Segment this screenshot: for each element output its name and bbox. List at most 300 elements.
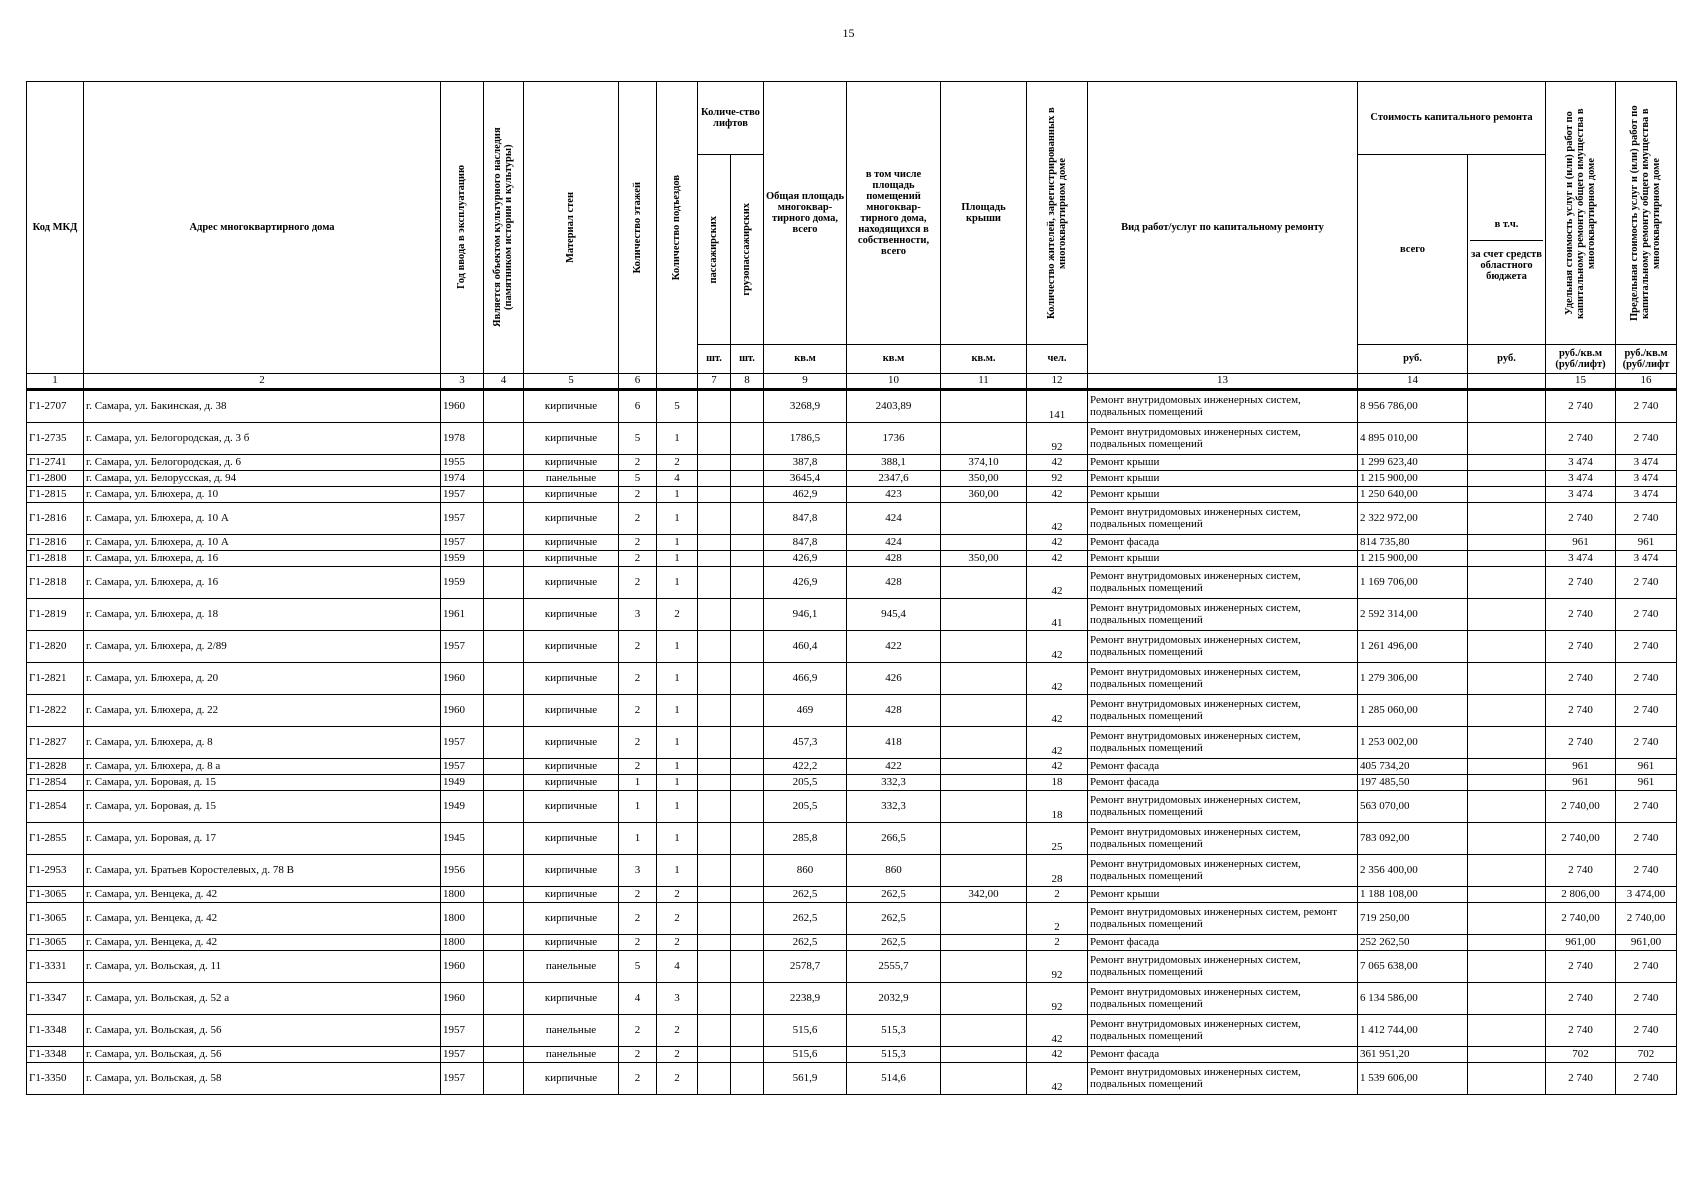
cell-unit-cost: 961 <box>1546 775 1616 791</box>
cell-entrances: 5 <box>657 390 698 423</box>
cell-year: 1978 <box>441 423 484 455</box>
cell-roof-area <box>941 390 1027 423</box>
cell-year: 1800 <box>441 887 484 903</box>
cell-unit-cost: 2 740,00 <box>1546 903 1616 935</box>
cell-lifts-freight <box>731 1015 764 1047</box>
table-row <box>27 503 1677 535</box>
cell-year: 1800 <box>441 903 484 935</box>
cell-entrances: 2 <box>657 887 698 903</box>
cell-cost-total: 1 188 108,00 <box>1358 887 1468 903</box>
cell-year: 1960 <box>441 390 484 423</box>
cell-code: Г1-2819 <box>27 599 84 631</box>
header-limit-cost <box>1616 82 1677 345</box>
column-number: 10 <box>847 374 941 390</box>
cell-residents: 42 <box>1027 727 1088 759</box>
cell-work-type: Ремонт внутридомовых инженерных систем, подвальных помещений <box>1088 695 1358 727</box>
cell-lifts-freight <box>731 487 764 503</box>
cell-material: кирпичные <box>524 631 619 663</box>
column-numbers-row <box>27 374 1677 390</box>
cell-area-owned: 332,3 <box>847 791 941 823</box>
cell-floors: 5 <box>619 471 657 487</box>
cell-address: г. Самара, ул. Боровая, д. 17 <box>84 823 441 855</box>
table-row <box>27 1063 1677 1095</box>
cell-lifts-passenger <box>698 567 731 599</box>
cell-unit-cost: 2 740 <box>1546 983 1616 1015</box>
cell-lifts-passenger <box>698 887 731 903</box>
cell-lifts-passenger <box>698 663 731 695</box>
table-row <box>27 983 1677 1015</box>
cell-lifts-freight <box>731 823 764 855</box>
header-material <box>524 82 619 374</box>
cell-work-type: Ремонт крыши <box>1088 887 1358 903</box>
column-number: 11 <box>941 374 1027 390</box>
cell-unit-cost: 2 740 <box>1546 503 1616 535</box>
cell-material: кирпичные <box>524 887 619 903</box>
cell-residents: 42 <box>1027 695 1088 727</box>
cell-limit-cost: 2 740 <box>1616 983 1677 1015</box>
cell-address: г. Самара, ул. Блюхера, д. 16 <box>84 551 441 567</box>
cell-code: Г1-2735 <box>27 423 84 455</box>
cell-lifts-freight <box>731 503 764 535</box>
cell-cost-regional <box>1468 887 1546 903</box>
cell-cost-total: 1 299 623,40 <box>1358 455 1468 471</box>
cell-area-total: 285,8 <box>764 823 847 855</box>
cell-entrances: 4 <box>657 471 698 487</box>
capital-repair-table <box>26 81 1677 1095</box>
cell-area-total: 847,8 <box>764 535 847 551</box>
cell-unit-cost: 961 <box>1546 759 1616 775</box>
header-entrances-label: Количество подъездов <box>671 174 683 281</box>
cell-cost-regional <box>1468 823 1546 855</box>
cell-area-total: 426,9 <box>764 567 847 599</box>
cell-roof-area <box>941 759 1027 775</box>
header-area-total: Общая площадь многоквар-тирного дома, всего <box>764 82 847 345</box>
cell-unit-cost: 2 806,00 <box>1546 887 1616 903</box>
cell-lifts-freight <box>731 727 764 759</box>
cell-cost-total: 783 092,00 <box>1358 823 1468 855</box>
cell-lifts-freight <box>731 759 764 775</box>
cell-area-total: 460,4 <box>764 631 847 663</box>
cell-lifts-passenger <box>698 775 731 791</box>
cell-work-type: Ремонт фасада <box>1088 535 1358 551</box>
cell-area-owned: 2403,89 <box>847 390 941 423</box>
cell-entrances: 1 <box>657 535 698 551</box>
header-limit-cost-label: Предельная стоимость услуг и (или) работ по капитальному ремонту общего имущества в многоквартирном доме <box>1629 105 1663 321</box>
table-row <box>27 535 1677 551</box>
cell-lifts-freight <box>731 887 764 903</box>
cell-area-total: 860 <box>764 855 847 887</box>
cell-roof-area <box>941 695 1027 727</box>
cell-cost-total: 563 070,00 <box>1358 791 1468 823</box>
cell-material: кирпичные <box>524 727 619 759</box>
cell-floors: 5 <box>619 423 657 455</box>
cell-cost-total: 252 262,50 <box>1358 935 1468 951</box>
column-number: 1 <box>27 374 84 390</box>
cell-area-owned: 262,5 <box>847 887 941 903</box>
cell-residents: 42 <box>1027 1047 1088 1063</box>
cell-area-total: 2578,7 <box>764 951 847 983</box>
cell-floors: 1 <box>619 775 657 791</box>
cell-address: г. Самара, ул. Вольская, д. 56 <box>84 1015 441 1047</box>
cell-area-owned: 422 <box>847 759 941 775</box>
cell-material: панельные <box>524 471 619 487</box>
cell-lifts-passenger <box>698 791 731 823</box>
cell-lifts-passenger <box>698 695 731 727</box>
cell-cost-total: 2 356 400,00 <box>1358 855 1468 887</box>
cell-cost-regional <box>1468 759 1546 775</box>
cell-floors: 2 <box>619 727 657 759</box>
column-number: 13 <box>1088 374 1358 390</box>
cell-cost-regional <box>1468 567 1546 599</box>
cell-area-owned: 424 <box>847 535 941 551</box>
cell-residents: 42 <box>1027 663 1088 695</box>
cell-floors: 5 <box>619 951 657 983</box>
cell-area-owned: 515,3 <box>847 1015 941 1047</box>
cell-address: г. Самара, ул. Бакинская, д. 38 <box>84 390 441 423</box>
cell-roof-area: 374,10 <box>941 455 1027 471</box>
cell-cost-regional <box>1468 951 1546 983</box>
cell-address: г. Самара, ул. Блюхера, д. 10 <box>84 487 441 503</box>
cell-cost-regional <box>1468 535 1546 551</box>
cell-heritage <box>484 599 524 631</box>
cell-address: г. Самара, ул. Блюхера, д. 10 А <box>84 503 441 535</box>
cell-year: 1961 <box>441 599 484 631</box>
cell-heritage <box>484 695 524 727</box>
cell-work-type: Ремонт внутридомовых инженерных систем, подвальных помещений <box>1088 631 1358 663</box>
cell-unit-cost: 2 740 <box>1546 1015 1616 1047</box>
cell-roof-area <box>941 1063 1027 1095</box>
cell-limit-cost: 3 474,00 <box>1616 887 1677 903</box>
cell-lifts-freight <box>731 535 764 551</box>
cell-lifts-freight <box>731 935 764 951</box>
cell-year: 1960 <box>441 951 484 983</box>
cell-address: г. Самара, ул. Блюхера, д. 20 <box>84 663 441 695</box>
cell-work-type: Ремонт внутридомовых инженерных систем, подвальных помещений <box>1088 390 1358 423</box>
cell-cost-total: 4 895 010,00 <box>1358 423 1468 455</box>
table-row <box>27 455 1677 471</box>
cell-entrances: 2 <box>657 455 698 471</box>
cell-unit-cost: 2 740 <box>1546 1063 1616 1095</box>
cell-address: г. Самара, ул. Венцека, д. 42 <box>84 887 441 903</box>
cell-area-total: 426,9 <box>764 551 847 567</box>
cell-heritage <box>484 390 524 423</box>
header-residents-label: Количество жителей, зарегистрированных в многоквартирном доме <box>1045 107 1068 319</box>
cell-roof-area <box>941 663 1027 695</box>
unit-pcs-freight: шт. <box>731 345 764 374</box>
cell-code: Г1-2821 <box>27 663 84 695</box>
cell-floors: 2 <box>619 663 657 695</box>
cell-area-owned: 422 <box>847 631 941 663</box>
cell-cost-total: 719 250,00 <box>1358 903 1468 935</box>
cell-material: кирпичные <box>524 1063 619 1095</box>
cell-cost-total: 2 322 972,00 <box>1358 503 1468 535</box>
cell-entrances: 1 <box>657 727 698 759</box>
unit-people: чел. <box>1027 345 1088 374</box>
cell-code: Г1-2820 <box>27 631 84 663</box>
cell-material: панельные <box>524 951 619 983</box>
cell-area-owned: 1736 <box>847 423 941 455</box>
cell-roof-area <box>941 567 1027 599</box>
cell-floors: 2 <box>619 695 657 727</box>
header-year <box>441 82 484 374</box>
cell-heritage <box>484 1047 524 1063</box>
cell-year: 1957 <box>441 487 484 503</box>
cell-limit-cost: 3 474 <box>1616 487 1677 503</box>
cell-address: г. Самара, ул. Блюхера, д. 22 <box>84 695 441 727</box>
cell-year: 1957 <box>441 1063 484 1095</box>
cell-heritage <box>484 1063 524 1095</box>
table-row <box>27 599 1677 631</box>
cell-entrances: 2 <box>657 903 698 935</box>
cell-cost-regional <box>1468 1063 1546 1095</box>
cell-material: кирпичные <box>524 599 619 631</box>
cell-roof-area <box>941 903 1027 935</box>
cell-year: 1960 <box>441 663 484 695</box>
cell-entrances: 1 <box>657 775 698 791</box>
cell-area-owned: 262,5 <box>847 903 941 935</box>
cell-limit-cost: 2 740 <box>1616 695 1677 727</box>
cell-residents: 42 <box>1027 503 1088 535</box>
column-number: 12 <box>1027 374 1088 390</box>
cell-address: г. Самара, ул. Венцека, д. 42 <box>84 903 441 935</box>
cell-limit-cost: 3 474 <box>1616 471 1677 487</box>
header-heritage-label: Является объектом культурного наследия (памятником истории и культуры) <box>492 127 515 328</box>
table-row <box>27 759 1677 775</box>
table-row <box>27 423 1677 455</box>
header-roof-area: Площадь крыши <box>941 82 1027 345</box>
cell-residents: 92 <box>1027 471 1088 487</box>
cell-residents: 141 <box>1027 390 1088 423</box>
cell-cost-total: 2 592 314,00 <box>1358 599 1468 631</box>
cell-roof-area: 342,00 <box>941 887 1027 903</box>
cell-lifts-passenger <box>698 935 731 951</box>
cell-lifts-passenger <box>698 423 731 455</box>
cell-work-type: Ремонт внутридомовых инженерных систем, подвальных помещений <box>1088 823 1358 855</box>
column-number: 15 <box>1546 374 1616 390</box>
cell-cost-total: 197 485,50 <box>1358 775 1468 791</box>
cell-entrances: 1 <box>657 823 698 855</box>
cell-limit-cost: 2 740,00 <box>1616 903 1677 935</box>
page-number: 15 <box>842 26 855 40</box>
cell-code: Г1-3065 <box>27 935 84 951</box>
cell-area-owned: 424 <box>847 503 941 535</box>
cell-lifts-freight <box>731 951 764 983</box>
cell-lifts-freight <box>731 567 764 599</box>
cell-lifts-passenger <box>698 823 731 855</box>
cell-code: Г1-2822 <box>27 695 84 727</box>
cell-area-total: 457,3 <box>764 727 847 759</box>
cell-floors: 2 <box>619 567 657 599</box>
cell-heritage <box>484 663 524 695</box>
cell-work-type: Ремонт внутридомовых инженерных систем, ремонт подвальных помещений <box>1088 903 1358 935</box>
cell-cost-regional <box>1468 631 1546 663</box>
cell-limit-cost: 2 740 <box>1616 823 1677 855</box>
cell-code: Г1-2818 <box>27 551 84 567</box>
cell-roof-area <box>941 1015 1027 1047</box>
cell-entrances: 1 <box>657 855 698 887</box>
header-lifts-passenger-label: пассажирских <box>708 215 720 284</box>
cell-lifts-freight <box>731 695 764 727</box>
cell-area-total: 847,8 <box>764 503 847 535</box>
cell-cost-total: 361 951,20 <box>1358 1047 1468 1063</box>
column-number: 16 <box>1616 374 1677 390</box>
cell-code: Г1-2741 <box>27 455 84 471</box>
cell-cost-regional <box>1468 599 1546 631</box>
cell-code: Г1-3350 <box>27 1063 84 1095</box>
column-number: 6 <box>619 374 657 390</box>
unit-rub-total: руб. <box>1358 345 1468 374</box>
cell-cost-regional <box>1468 455 1546 471</box>
cell-year: 1957 <box>441 1047 484 1063</box>
cell-year: 1974 <box>441 471 484 487</box>
cell-unit-cost: 3 474 <box>1546 487 1616 503</box>
cell-cost-regional <box>1468 775 1546 791</box>
cell-heritage <box>484 727 524 759</box>
cell-entrances: 2 <box>657 935 698 951</box>
cell-entrances: 1 <box>657 487 698 503</box>
cell-area-total: 387,8 <box>764 455 847 471</box>
cell-limit-cost: 2 740 <box>1616 727 1677 759</box>
cell-lifts-passenger <box>698 983 731 1015</box>
column-number: 8 <box>731 374 764 390</box>
cell-address: г. Самара, ул. Белогородская, д. 6 <box>84 455 441 471</box>
cell-residents: 42 <box>1027 551 1088 567</box>
header-cost-total: всего <box>1358 155 1468 345</box>
header-area-owned: в том числе площадь помещений многоквар-тирного дома, находящихся в собственности, всего <box>847 82 941 345</box>
cell-lifts-freight <box>731 390 764 423</box>
table-row <box>27 471 1677 487</box>
cell-area-total: 205,5 <box>764 791 847 823</box>
column-number: 9 <box>764 374 847 390</box>
cell-limit-cost: 2 740 <box>1616 855 1677 887</box>
column-number: 2 <box>84 374 441 390</box>
table-row <box>27 903 1677 935</box>
cell-material: кирпичные <box>524 935 619 951</box>
table-row <box>27 727 1677 759</box>
cell-entrances: 1 <box>657 567 698 599</box>
cell-residents: 92 <box>1027 983 1088 1015</box>
cell-roof-area <box>941 935 1027 951</box>
cell-year: 1957 <box>441 1015 484 1047</box>
header-unit-cost <box>1546 82 1616 345</box>
cell-roof-area <box>941 823 1027 855</box>
cell-residents: 92 <box>1027 423 1088 455</box>
cell-year: 1957 <box>441 727 484 759</box>
cell-area-total: 2238,9 <box>764 983 847 1015</box>
cell-cost-total: 1 285 060,00 <box>1358 695 1468 727</box>
cell-residents: 42 <box>1027 1015 1088 1047</box>
cell-area-owned: 388,1 <box>847 455 941 471</box>
cell-code: Г1-2953 <box>27 855 84 887</box>
cell-limit-cost: 2 740 <box>1616 631 1677 663</box>
header-lifts-freight-label: грузопассажирских <box>741 203 753 296</box>
cell-address: г. Самара, ул. Вольская, д. 58 <box>84 1063 441 1095</box>
cell-lifts-passenger <box>698 551 731 567</box>
cell-code: Г1-3348 <box>27 1047 84 1063</box>
cell-address: г. Самара, ул. Вольская, д. 52 а <box>84 983 441 1015</box>
cell-area-owned: 428 <box>847 695 941 727</box>
cell-work-type: Ремонт фасада <box>1088 1047 1358 1063</box>
header-lifts-passenger <box>698 155 731 345</box>
cell-roof-area <box>941 1047 1027 1063</box>
cell-area-total: 469 <box>764 695 847 727</box>
cell-floors: 3 <box>619 599 657 631</box>
cell-floors: 2 <box>619 1047 657 1063</box>
cell-heritage <box>484 455 524 471</box>
cell-floors: 2 <box>619 455 657 471</box>
cell-unit-cost: 2 740 <box>1546 390 1616 423</box>
cell-area-owned: 423 <box>847 487 941 503</box>
cell-year: 1959 <box>441 567 484 599</box>
cell-cost-regional <box>1468 503 1546 535</box>
cell-code: Г1-2800 <box>27 471 84 487</box>
cell-work-type: Ремонт внутридомовых инженерных систем, подвальных помещений <box>1088 1015 1358 1047</box>
cell-work-type: Ремонт внутридомовых инженерных систем, подвальных помещений <box>1088 567 1358 599</box>
cell-heritage <box>484 791 524 823</box>
cell-material: панельные <box>524 1015 619 1047</box>
cell-cost-total: 1 279 306,00 <box>1358 663 1468 695</box>
cell-material: кирпичные <box>524 455 619 471</box>
table-row <box>27 887 1677 903</box>
cell-work-type: Ремонт внутридомовых инженерных систем, подвальных помещений <box>1088 503 1358 535</box>
cell-residents: 42 <box>1027 631 1088 663</box>
cell-residents: 2 <box>1027 935 1088 951</box>
cell-unit-cost: 2 740 <box>1546 695 1616 727</box>
cell-roof-area <box>941 855 1027 887</box>
cell-heritage <box>484 903 524 935</box>
cell-material: кирпичные <box>524 487 619 503</box>
column-number: 14 <box>1358 374 1468 390</box>
cell-lifts-passenger <box>698 727 731 759</box>
cell-roof-area: 360,00 <box>941 487 1027 503</box>
header-cost-regional-label: за счет средств областного бюджета <box>1471 248 1542 283</box>
cell-code: Г1-2818 <box>27 567 84 599</box>
table-row <box>27 487 1677 503</box>
cell-cost-total: 1 261 496,00 <box>1358 631 1468 663</box>
cell-area-owned: 2555,7 <box>847 951 941 983</box>
cell-entrances: 1 <box>657 759 698 775</box>
cell-area-total: 262,5 <box>764 903 847 935</box>
cell-work-type: Ремонт крыши <box>1088 487 1358 503</box>
cell-area-total: 515,6 <box>764 1015 847 1047</box>
cell-unit-cost: 702 <box>1546 1047 1616 1063</box>
cell-cost-total: 1 412 744,00 <box>1358 1015 1468 1047</box>
cell-roof-area <box>941 727 1027 759</box>
cell-residents: 42 <box>1027 535 1088 551</box>
cell-lifts-passenger <box>698 855 731 887</box>
cell-residents: 42 <box>1027 487 1088 503</box>
cell-heritage <box>484 775 524 791</box>
cell-heritage <box>484 823 524 855</box>
cell-work-type: Ремонт фасада <box>1088 775 1358 791</box>
cell-address: г. Самара, ул. Блюхера, д. 8 <box>84 727 441 759</box>
column-number <box>657 374 698 390</box>
cell-address: г. Самара, ул. Белорусская, д. 94 <box>84 471 441 487</box>
cell-limit-cost: 961,00 <box>1616 935 1677 951</box>
cell-lifts-passenger <box>698 631 731 663</box>
cell-heritage <box>484 471 524 487</box>
cell-limit-cost: 2 740 <box>1616 951 1677 983</box>
cell-unit-cost: 3 474 <box>1546 471 1616 487</box>
cell-entrances: 3 <box>657 983 698 1015</box>
cell-entrances: 2 <box>657 1015 698 1047</box>
cell-code: Г1-2827 <box>27 727 84 759</box>
cell-area-total: 462,9 <box>764 487 847 503</box>
cell-unit-cost: 2 740 <box>1546 951 1616 983</box>
unit-pcs-passenger: шт. <box>698 345 731 374</box>
cell-floors: 6 <box>619 390 657 423</box>
cell-residents: 41 <box>1027 599 1088 631</box>
